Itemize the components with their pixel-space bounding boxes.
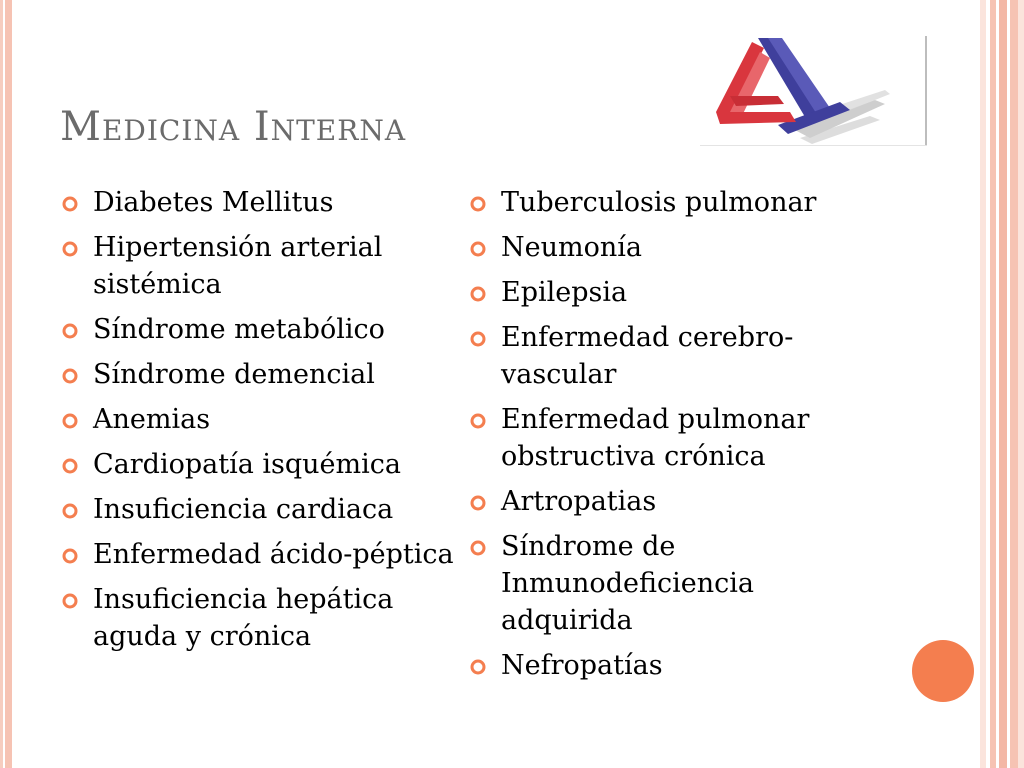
bullet-icon [470, 659, 486, 675]
bullet-icon [470, 495, 486, 511]
list-item-label: Síndrome metabólico [93, 314, 385, 345]
institution-logo-icon [700, 30, 890, 150]
list-item [62, 446, 462, 483]
bullet-icon [470, 331, 486, 347]
list-item-label: Hipertensión arterial sistémica [93, 232, 383, 300]
right-decorative-border [980, 0, 1024, 768]
bullet-icon [62, 323, 78, 339]
list-item [470, 647, 890, 684]
bullet-icon [62, 241, 78, 257]
list-item [62, 311, 462, 348]
bullet-icon [62, 196, 78, 212]
bullet-icon [62, 593, 78, 609]
list-item-label: Insuficiencia cardiaca [93, 494, 394, 525]
list-item-label: Diabetes Mellitus [93, 187, 334, 218]
list-item-label: Síndrome de Inmunodeficiencia adquirida [501, 531, 754, 636]
decorative-orange-circle [912, 640, 974, 702]
list-item [62, 536, 462, 573]
list-item [470, 274, 890, 311]
bullet-icon [470, 196, 486, 212]
list-item [62, 401, 462, 438]
list-item-label: Neumonía [501, 232, 642, 263]
right-topic-list [470, 184, 890, 692]
bullet-icon [470, 540, 486, 556]
bullet-icon [62, 368, 78, 384]
list-item [470, 229, 890, 266]
list-item [470, 401, 890, 475]
list-item [62, 356, 462, 393]
list-item-label: Enfermedad cerebro-vascular [501, 322, 794, 390]
list-item [62, 491, 462, 528]
bullet-icon [470, 241, 486, 257]
left-topic-list [62, 184, 462, 663]
bullet-icon [62, 548, 78, 564]
list-item [62, 184, 462, 221]
list-item [470, 184, 890, 221]
bullet-icon [62, 458, 78, 474]
slide-title: Medicina Interna [60, 104, 407, 150]
list-item [470, 483, 890, 520]
list-item-label: Enfermedad pulmonar obstructiva crónica [501, 404, 810, 472]
list-item [470, 319, 890, 393]
list-item-label: Anemias [93, 404, 211, 435]
list-item [62, 581, 462, 655]
logo-divider-vertical [925, 36, 927, 146]
bullet-icon [62, 413, 78, 429]
bullet-icon [470, 413, 486, 429]
left-decorative-border [0, 0, 12, 768]
list-item [470, 528, 890, 639]
bullet-icon [470, 286, 486, 302]
list-item-label: Epilepsia [501, 277, 628, 308]
bullet-icon [62, 503, 78, 519]
list-item-label: Artropatias [501, 486, 657, 517]
list-item-label: Nefropatías [501, 650, 663, 681]
list-item-label: Insuficiencia hepática aguda y crónica [93, 584, 394, 652]
list-item-label: Síndrome demencial [93, 359, 375, 390]
list-item-label: Enfermedad ácido-péptica [93, 539, 454, 570]
list-item-label: Cardiopatía isquémica [93, 449, 401, 480]
list-item [62, 229, 462, 303]
list-item-label: Tuberculosis pulmonar [501, 187, 817, 218]
